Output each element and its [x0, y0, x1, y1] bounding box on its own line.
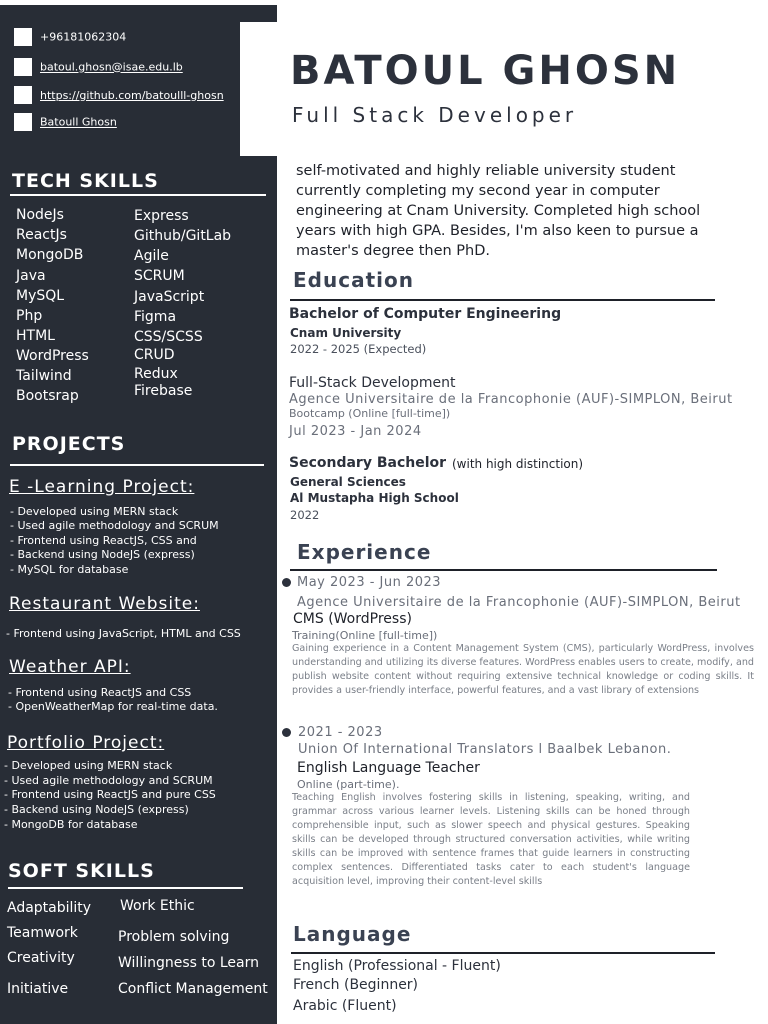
- project-line: - MySQL for database: [10, 563, 129, 576]
- tech-skill: Tailwind: [16, 368, 72, 384]
- education-divider: [290, 299, 715, 301]
- experience-role: CMS (WordPress): [293, 611, 412, 627]
- experience-description: Gaining experience in a Content Management System (CMS), particularly WordPress, involves understanding and utilizing its diverse features. WordPress enables users to create, modify, and publish website content without requiring extensive technical knowledge or coding skills. It provides a user-friendly interface, powerful features, and a vast library of extensions: [292, 643, 754, 696]
- experience-org: Agence Universitaire de la Francophonie (AUF)-SIMPLON, Beirut: [297, 595, 741, 610]
- project-line: - Frontend using JavaScript, HTML and CSS: [6, 627, 241, 640]
- education-school: Cnam University: [290, 326, 402, 340]
- education-school: Al Mustapha High School: [290, 491, 459, 505]
- soft-skill: Creativity: [7, 950, 75, 966]
- project-line: - MongoDB for database: [4, 818, 138, 831]
- summary-text: self-motivated and highly reliable university student currently completing my second year in computer engineering at Cnam University. Completed high school years with high GPA. Besides, I'm also keen to pursue a master's degree then PhD.: [296, 163, 701, 259]
- project-line: - Used agile methodology and SCRUM: [10, 519, 219, 532]
- tech-skill: WordPress: [16, 348, 89, 364]
- experience-dates: May 2023 - Jun 2023: [297, 575, 442, 590]
- education-dates: 2022 - 2025 (Expected): [290, 342, 427, 356]
- project-line: - Frontend using ReactJS and CSS: [8, 686, 192, 699]
- experience-role: English Language Teacher: [297, 760, 480, 776]
- phone-text: +96181062304: [40, 30, 127, 44]
- education-degree: Full-Stack Development: [289, 375, 456, 391]
- phone-icon: [14, 28, 32, 46]
- education-degree: Bachelor of Computer Engineering: [289, 306, 562, 322]
- candidate-role: Full Stack Developer: [292, 103, 578, 127]
- tech-skill: Github/GitLab: [134, 228, 232, 244]
- tech-skills-divider: [10, 194, 266, 196]
- education-note: (with high distinction): [452, 457, 584, 471]
- education-title: Education: [293, 268, 414, 292]
- education-dates: 2022: [290, 508, 320, 522]
- sidebar-top-strip: [0, 0, 277, 5]
- experience-mode: Online (part-time).: [297, 778, 400, 791]
- project-title-portfolio: Portfolio Project:: [7, 733, 165, 753]
- project-line: - Backend using NodeJS (express): [4, 803, 189, 816]
- experience-dates: 2021 - 2023: [298, 725, 383, 740]
- tech-skill: CRUD: [134, 347, 175, 363]
- linkedin-icon: [14, 113, 32, 131]
- tech-skill: Express: [134, 208, 189, 224]
- contact-linkedin[interactable]: [14, 113, 117, 131]
- language-item: Arabic (Fluent): [293, 998, 397, 1014]
- experience-mode: Training(Online [full-time]): [292, 629, 438, 642]
- education-school: Agence Universitaire de la Francophonie (AUF)-SIMPLON, Beirut: [289, 392, 733, 407]
- project-line: - Developed using MERN stack: [4, 759, 173, 772]
- language-item: English (Professional - Fluent): [293, 958, 501, 974]
- soft-skill: Work Ethic: [120, 898, 195, 914]
- tech-skill: NodeJs: [16, 207, 64, 223]
- project-title-restaurant: Restaurant Website:: [9, 594, 200, 614]
- tech-skill: MySQL: [16, 288, 65, 304]
- tech-skill: HTML: [16, 328, 55, 344]
- tech-skill: Bootsrap: [16, 388, 79, 404]
- candidate-name: BATOUL GHOSN: [290, 48, 681, 94]
- experience-title: Experience: [297, 540, 432, 564]
- tech-skill: CSS/SCSS: [134, 329, 203, 345]
- tech-skill: Java: [16, 268, 46, 284]
- tech-skill: JavaScript: [134, 289, 205, 305]
- project-line: - OpenWeatherMap for real-time data.: [8, 700, 218, 713]
- soft-skill: Teamwork: [7, 925, 78, 941]
- tech-skill: Firebase: [134, 383, 193, 399]
- tech-skill: Figma: [134, 309, 177, 325]
- experience-org: Union Of International Translators l Baalbek Lebanon.: [298, 742, 672, 757]
- contact-github[interactable]: [14, 86, 240, 104]
- contact-email[interactable]: [14, 58, 183, 76]
- linkedin-link[interactable]: Batoull Ghosn: [40, 115, 117, 129]
- tech-skill: SCRUM: [134, 268, 185, 284]
- project-title-elearning: E -Learning Project:: [9, 477, 195, 497]
- experience-divider: [290, 569, 717, 571]
- contact-phone: [14, 28, 126, 46]
- timeline-bullet-icon: [282, 728, 291, 737]
- education-degree: Secondary Bachelor: [289, 455, 447, 471]
- project-line: - Frontend using ReactJS and pure CSS: [4, 788, 216, 801]
- email-link[interactable]: batoul.ghosn@isae.edu.lb: [40, 60, 183, 74]
- soft-skill: Initiative: [7, 981, 69, 997]
- language-title: Language: [293, 922, 412, 946]
- sidebar: [0, 0, 277, 1024]
- project-title-weather: Weather API:: [9, 657, 131, 677]
- github-link[interactable]: https://github.com/batoulll-ghosn: [40, 88, 224, 102]
- project-line: - Used agile methodology and SCRUM: [4, 774, 213, 787]
- header-white-box: [240, 22, 277, 156]
- language-divider: [291, 952, 715, 954]
- project-line: - Developed using MERN stack: [10, 505, 179, 518]
- project-line: - Frontend using ReactJS, CSS and: [10, 534, 197, 547]
- tech-skill: MongoDB: [16, 247, 84, 263]
- tech-skill: Redux: [134, 366, 178, 382]
- education-field: General Sciences: [290, 475, 406, 489]
- projects-title: PROJECTS: [12, 433, 126, 455]
- education-dates: Jul 2023 - Jan 2024: [289, 424, 422, 439]
- soft-skill: Willingness to Learn: [118, 955, 260, 971]
- soft-skill: Conflict Management: [118, 981, 268, 997]
- soft-skills-divider: [8, 887, 243, 889]
- soft-skill: Problem solving: [118, 929, 230, 945]
- language-item: French (Beginner): [293, 977, 419, 993]
- education-mode: Bootcamp (Online [full-time]): [289, 407, 451, 420]
- soft-skill: Adaptability: [7, 900, 92, 916]
- tech-skill: Agile: [134, 248, 169, 264]
- tech-skill: Php: [16, 308, 43, 324]
- tech-skill: ReactJs: [16, 227, 67, 243]
- soft-skills-title: SOFT SKILLS: [8, 860, 155, 882]
- tech-skills-title: TECH SKILLS: [12, 170, 159, 192]
- github-icon: [14, 86, 32, 104]
- project-line: - Backend using NodeJS (express): [10, 548, 195, 561]
- timeline-bullet-icon: [282, 578, 291, 587]
- projects-divider: [10, 464, 264, 466]
- experience-description: Teaching English involves fostering skills in listening, speaking, writing, and grammar across various learner levels. Listening skills can be honed through comprehensible input, such as slower speech and physical gestures. Speaking skills can be developed through structured conversation activities, while writing skills can be improved with sentence frames that guide learners in constructing complex sentences. Differentiated tasks cater to each student's language acquisition level, improving their content-level skills: [292, 792, 690, 887]
- email-icon: [14, 58, 32, 76]
